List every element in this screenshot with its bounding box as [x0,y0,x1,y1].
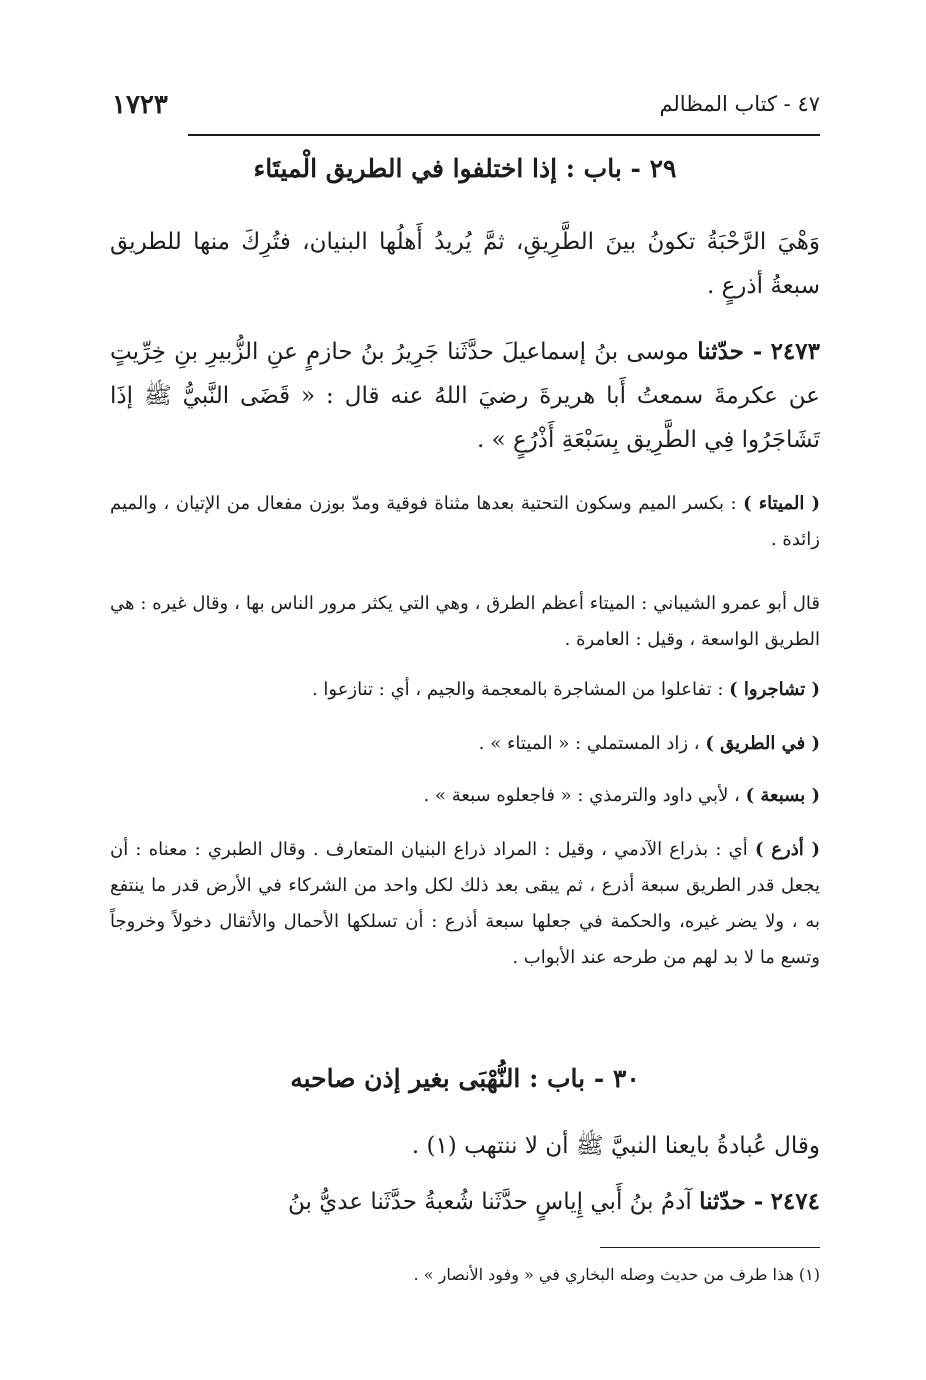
commentary-keyword: ( أذرع ) [755,839,821,860]
commentary-tashajaru [110,672,820,708]
chapter-29-title: ٢٩ - باب : إذا اختلفوا في الطريق الْميتَاء [253,154,677,183]
header-divider [188,134,820,136]
commentary-shaybani [110,586,820,658]
commentary-adhru [110,832,820,976]
commentary-text: : تفاعلوا من المشاجرة بالمعجمة والجيم ، أي : تنازعوا . [311,679,730,700]
hadith-keyword: حدّثنا [697,338,744,365]
commentary-text: قال أبو عمرو الشيباني : الميتاء أعظم الطرق ، وهي التي يكثر مرور الناس بها ، وقال غيره : هي الطريق الواسعة ، وقيل : العامرة . [110,593,820,650]
commentary-keyword: ( في الطريق ) [705,733,820,754]
hadith-2474: ٢٤٧٤ - حدّثنا آدمُ بنُ أَبي إِياسٍ حدَّثَنا شُعبةُ حدَّثَنا عديُّ بنُ [288,1188,820,1215]
commentary-text: ، لأبي داود والترمذي : « فاجعلوه سبعة » . [423,785,746,806]
hadith-number: ٢٤٧٤ [770,1188,820,1215]
chapter-30-title: ٣٠ - باب : النُّهْبَى بغير إذن صاحبه [290,1064,640,1093]
footnote-divider [600,1247,820,1248]
hadith-text: موسى بنُ إسماعيلَ حدَّثَنا جَرِيرُ بنُ حازمٍ عنِ الزُّبيرِ بنِ خِرِّيتٍ عن عكرمةَ سمعتُ أَبا هريرةَ رضيَ اللهُ عنه قال : « قَضَى النَّبيُّ ﷺ إذَا تَشَاجَرُوا فِي الطَّرِيق بِسَبْعَةِ أَذْرُعٍ » . [110,339,820,453]
chapter-29-intro: وَهْيَ الرَّحْبَةُ تكونُ بينَ الطَّرِيقِ، ثمَّ يُريدُ أَهلُها البنيان، فتُرِكَ منها للطريق سبعةُ أذرعٍ . [110,229,820,299]
running-header-book-title: ٤٧ - كتاب المظالم [659,92,820,116]
commentary-keyword: ( الميتاء ) [743,493,820,514]
commentary-keyword: ( بسبعة ) [745,785,820,806]
commentary-fi-tariq [110,726,820,762]
chapter-30-intro: وقال عُبادةُ بايعنا النبيَّ ﷺ أن لا ننتهب (١) . [411,1133,820,1159]
footnote: (١) هذا طرف من حديث وصله البخاري في « وفود الأنصار » . [413,1265,820,1284]
commentary-text: ، زاد المستملي : « الميتاء » . [478,733,706,754]
page-number: ١٧٢٣ [112,90,168,120]
commentary-bisabaa [110,778,820,814]
hadith-text: آدمُ بنُ أَبي إِياسٍ حدَّثَنا شُعبةُ حدَّثَنا عديُّ بنُ [288,1189,692,1215]
commentary-text: : بكسر الميم وسكون التحتية بعدها مثناة فوقية ومدّ بوزن مفعال من الإتيان ، والميم زائدة . [110,493,820,550]
commentary-mitaa [110,486,820,558]
commentary-text: أي : بذراع الآدمي ، وقيل : المراد ذراع البنيان المتعارف . وقال الطبري : معناه : أن يجعل قدر الطريق سبعة أذرع ، ثم يبقى بعد ذلك لكل واحد من الشركاء في الأرض قدر ما ينتفع به ، ولا يضر غيره، والحكمة في جعلها سبعة أذرع : أن تسلكها الأحمال والأثقال دخولاً وخروجاً وتسع ما لا بد لهم من طرحه عند الأبواب . [110,839,820,968]
hadith-2473: ٢٤٧٣ - حدّثنا موسى بنُ إسماعيلَ حدَّثَنا جَرِيرُ بنُ حازمٍ عنِ الزُّبيرِ بنِ خِرِّيتٍ عن عكرمةَ سمعتُ أَبا هريرةَ رضيَ اللهُ عنه قال : « قَضَى النَّبيُّ ﷺ إذَا تَشَاجَرُوا فِي الطَّرِيق بِسَبْعَةِ أَذْرُعٍ » . [110,338,820,453]
commentary-keyword: ( تشاجروا ) [729,679,820,700]
hadith-number: ٢٤٧٣ [770,338,820,365]
hadith-keyword: حدّثنا [699,1188,746,1215]
